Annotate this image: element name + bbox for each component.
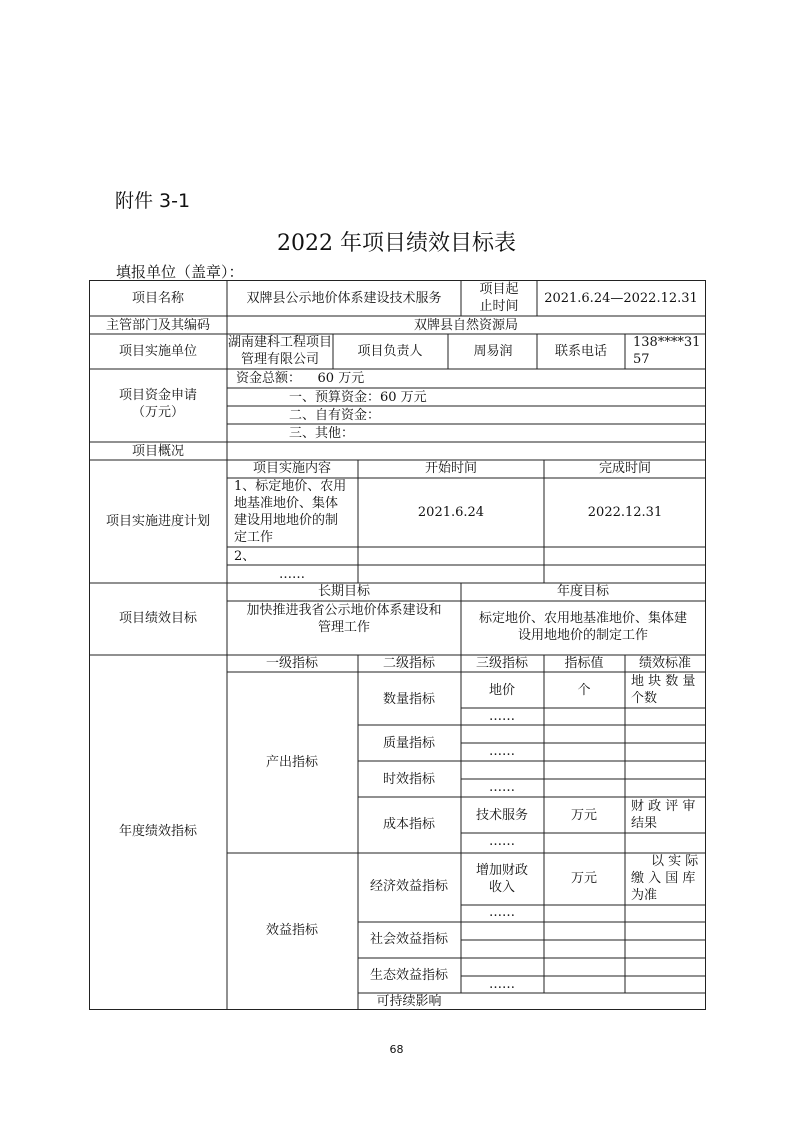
schedule-row1-content-line4: 定工作 <box>234 530 274 545</box>
schedule-row1-content-line2: 地基准地价、集体 <box>234 496 339 511</box>
quantity-standard-line1: 地 块 数 量 <box>631 674 696 689</box>
long-term-goal-label: 长期目标 <box>317 584 371 599</box>
implementing-unit-label: 项目实施单位 <box>118 344 198 359</box>
indicator-header-standard: 绩效标准 <box>638 656 692 671</box>
cost-standard-line2: 结果 <box>631 816 658 831</box>
cost-ellipsis: …… <box>489 834 515 849</box>
project-name: 双牌县公示地价体系建设技术服务 <box>246 291 442 306</box>
ecological-indicator-label: 生态效益指标 <box>369 968 449 983</box>
economic-ellipsis: …… <box>489 905 515 920</box>
economic-standard-line3: 为准 <box>631 888 658 903</box>
sustainability-indicator-label: 可持续影响 <box>376 994 442 1009</box>
quantity-value: 个 <box>577 683 591 698</box>
cost-level3: 技术服务 <box>475 808 529 823</box>
funding-total: 资金总额： 60 万元 <box>236 371 365 386</box>
cost-indicator-label: 成本指标 <box>382 817 436 832</box>
funding-budget: 一、预算资金：60 万元 <box>289 390 427 405</box>
economic-indicator-label: 经济效益指标 <box>369 879 449 894</box>
contact-phone-label: 联系电话 <box>554 344 608 359</box>
indicator-header-value: 指标值 <box>564 656 604 671</box>
funding-label-line2: （万元） <box>131 405 185 420</box>
cost-standard-line1: 财 政 评 审 <box>631 799 696 814</box>
overview-label: 项目概况 <box>131 444 185 459</box>
implementing-unit-line2: 管理有限公司 <box>240 352 320 367</box>
page-number: 68 <box>389 1043 404 1056</box>
quantity-ellipsis: …… <box>489 709 515 724</box>
long-term-goal-line1: 加快推进我省公示地价体系建设和 <box>246 603 442 618</box>
funding-label-line1: 项目资金申请 <box>118 388 198 403</box>
timeliness-indicator-label: 时效指标 <box>382 772 436 787</box>
period-label-line1: 项目起 <box>479 282 519 297</box>
schedule-row1-content-line3: 建设用地地价的制 <box>234 513 339 528</box>
economic-level3-line2: 收入 <box>488 880 516 895</box>
project-leader: 周易润 <box>473 344 513 359</box>
contact-phone-line2: 57 <box>633 352 650 367</box>
implementing-unit-line1: 湖南建科工程项目 <box>227 335 333 350</box>
economic-value: 万元 <box>570 871 598 886</box>
department-label: 主管部门及其编码 <box>105 318 211 333</box>
funding-other: 三、其他： <box>289 426 355 441</box>
quantity-indicator-label: 数量指标 <box>382 692 436 707</box>
schedule-row1-start: 2021.6.24 <box>417 505 485 520</box>
economic-level3-line1: 增加财政 <box>475 863 529 878</box>
contact-phone-line1: 138****31 <box>633 335 701 350</box>
quantity-level3: 地价 <box>488 683 516 698</box>
project-name-label: 项目名称 <box>131 291 185 306</box>
project-period: 2021.6.24—2022.12.31 <box>544 291 698 306</box>
schedule-header-content: 项目实施内容 <box>252 461 332 476</box>
schedule-row3-content: …… <box>279 567 305 582</box>
indicators-label: 年度绩效指标 <box>118 824 198 839</box>
schedule-row1-end: 2022.12.31 <box>587 505 663 520</box>
schedule-label: 项目实施进度计划 <box>105 514 211 529</box>
benefit-indicator-label: 效益指标 <box>265 923 319 938</box>
output-indicator-label: 产出指标 <box>265 755 319 770</box>
indicator-header-level1: 一级指标 <box>265 656 319 671</box>
annual-goal-line2: 设用地地价的制定工作 <box>517 628 649 643</box>
cost-value: 万元 <box>570 808 598 823</box>
schedule-row1-content-line1: 1、标定地价、农用 <box>234 479 347 494</box>
department-name: 双牌县自然资源局 <box>413 318 519 333</box>
schedule-header-end: 完成时间 <box>598 461 652 476</box>
attachment-label: 附件 3-1 <box>115 190 191 212</box>
annual-goal-line1: 标定地价、农用地基准地价、集体建 <box>478 611 688 626</box>
goals-label: 项目绩效目标 <box>118 611 198 626</box>
economic-standard-line1: 以 实 际 <box>651 854 699 869</box>
filling-unit-label: 填报单位（盖章）： <box>116 263 244 281</box>
ecological-ellipsis: …… <box>489 977 515 992</box>
page-title: 2022 年项目绩效目标表 <box>277 231 516 256</box>
timeliness-ellipsis: …… <box>489 780 515 795</box>
quality-ellipsis: …… <box>489 744 515 759</box>
funding-own: 二、自有资金： <box>289 408 381 423</box>
long-term-goal-line2: 管理工作 <box>317 620 371 635</box>
indicator-header-level2: 二级指标 <box>382 656 436 671</box>
social-indicator-label: 社会效益指标 <box>369 932 449 947</box>
economic-standard-line2: 缴 入 国 库 <box>631 871 696 886</box>
period-label-line2: 止时间 <box>479 299 519 314</box>
schedule-header-start: 开始时间 <box>424 461 478 476</box>
quantity-standard-line2: 个数 <box>631 691 658 706</box>
performance-target-table <box>89 280 706 1010</box>
annual-goal-label: 年度目标 <box>556 584 610 599</box>
quality-indicator-label: 质量指标 <box>382 736 436 751</box>
indicator-header-level3: 三级指标 <box>475 656 529 671</box>
schedule-row2-content: 2、 <box>234 549 256 564</box>
project-leader-label: 项目负责人 <box>357 344 423 359</box>
